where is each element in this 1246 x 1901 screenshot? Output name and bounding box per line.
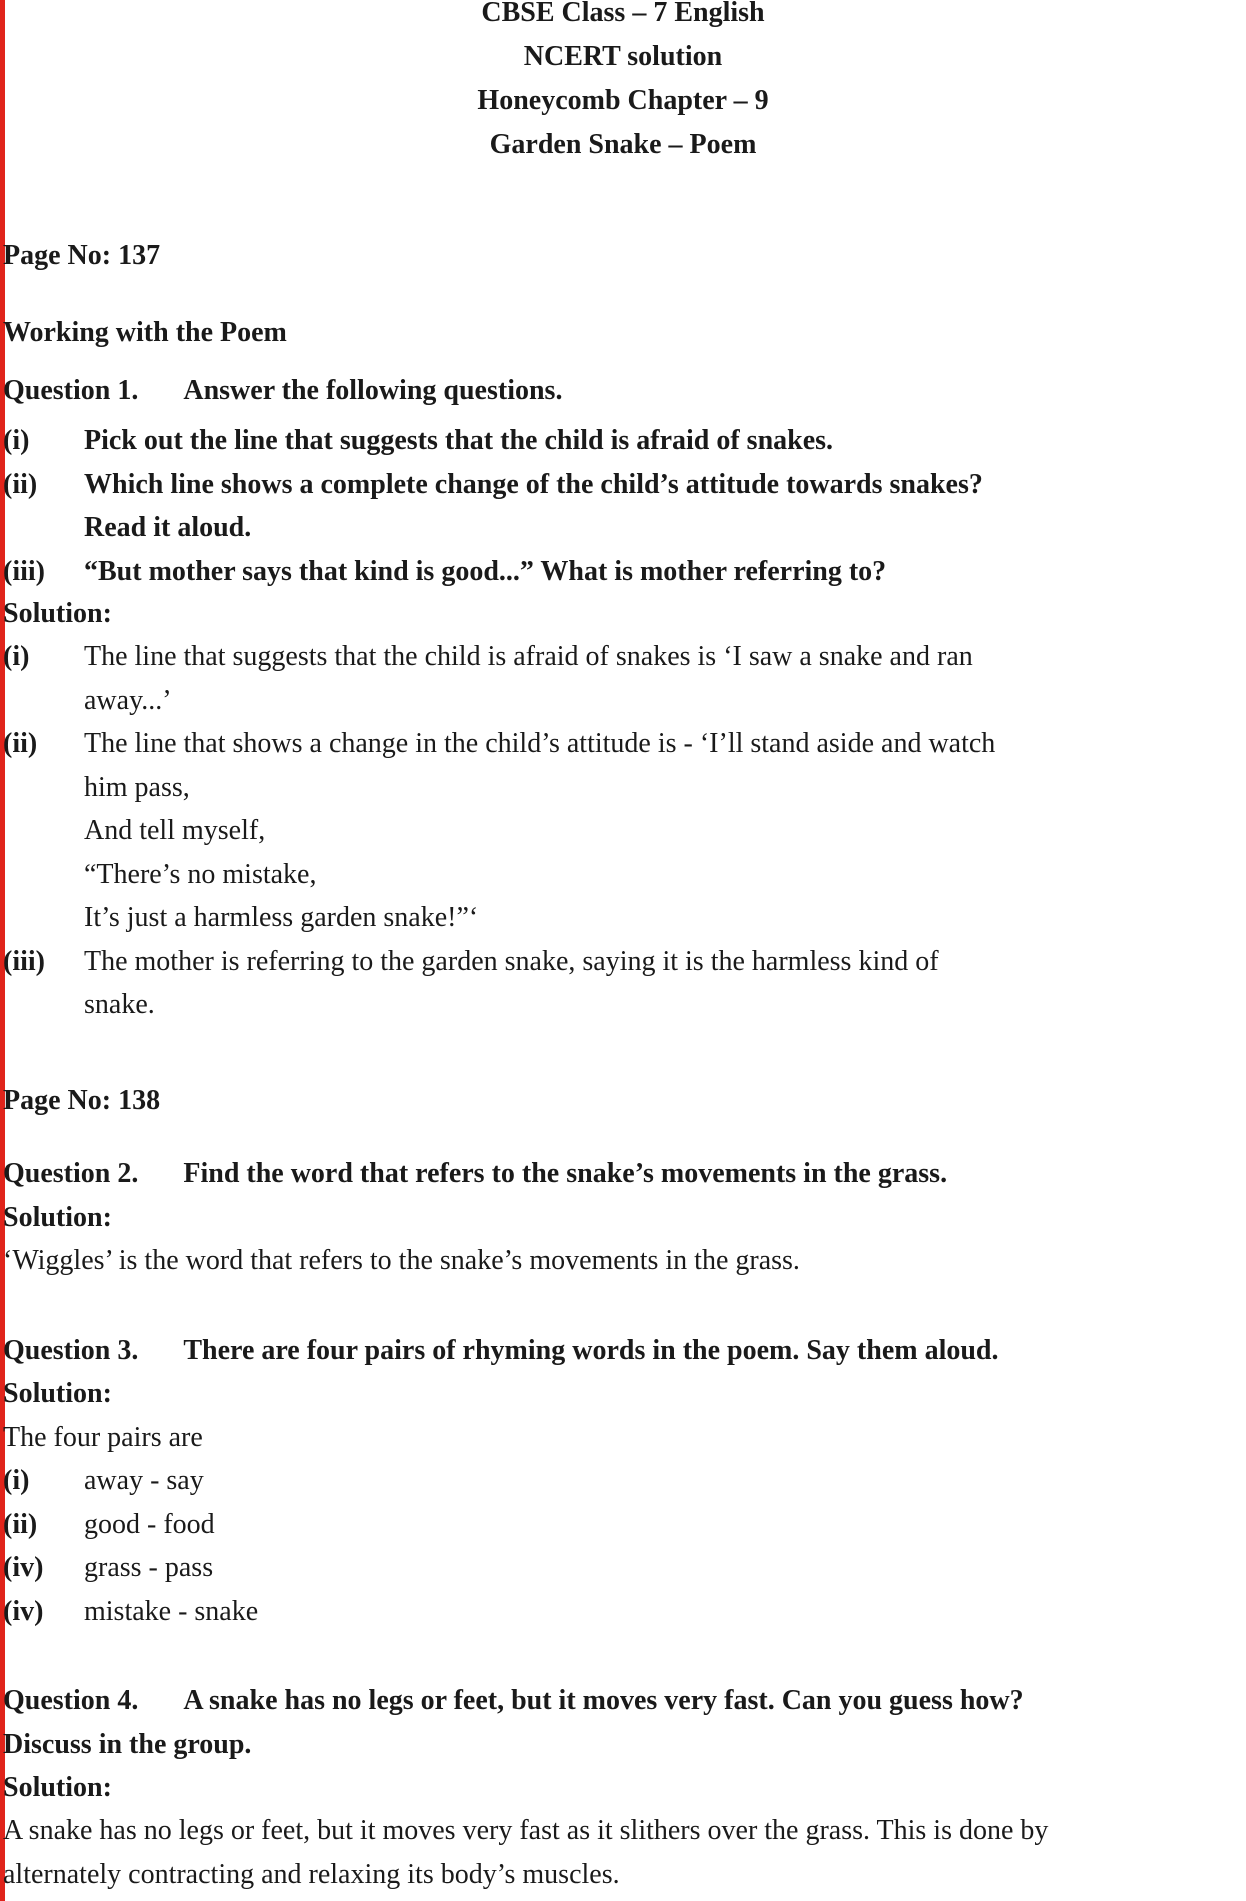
rhyming-pair	[3, 1590, 1246, 1634]
item-label: (i)	[3, 1465, 30, 1496]
rhyming-pair	[3, 1459, 1246, 1503]
header-line-1: CBSE Class – 7 English	[481, 0, 765, 28]
question-2-label: Question 2.	[3, 1158, 139, 1189]
solution-4-text	[0, 1809, 1246, 1896]
item-label: (iii)	[3, 555, 45, 587]
item-text: him pass,	[84, 771, 190, 803]
item-label: (ii)	[3, 1508, 38, 1540]
question-1-item-ii	[3, 463, 1246, 550]
solution-1-item-iii	[3, 940, 1246, 1027]
solution-3-heading: Solution:	[3, 1378, 112, 1409]
question-3-text: There are four pairs of rhyming words in the poem. Say them aloud.	[183, 1335, 999, 1366]
question-3-label: Question 3.	[3, 1335, 139, 1366]
section-title: Working with the Poem	[3, 317, 287, 348]
page-number-138: Page No: 138	[3, 1085, 161, 1116]
item-text: good - food	[84, 1508, 215, 1540]
question-2	[0, 1152, 1246, 1196]
item-text: And tell myself,	[84, 815, 266, 846]
item-text: mistake - snake	[84, 1595, 259, 1627]
question-4-text-continued: Discuss in the group.	[3, 1728, 252, 1760]
question-1-label: Question 1.	[3, 375, 139, 406]
item-text: snake.	[84, 989, 155, 1020]
question-1-item-iii	[3, 550, 1246, 594]
question-1-text: Answer the following questions.	[183, 375, 563, 406]
rhyming-pair	[3, 1503, 1246, 1547]
item-text: grass - pass	[84, 1552, 214, 1583]
solution-1-item-i	[3, 635, 1246, 722]
item-label: (iii)	[3, 945, 45, 977]
item-text: away...’	[84, 684, 172, 716]
question-4-text: A snake has no legs or feet, but it moves very fast. Can you guess how?	[183, 1685, 1024, 1716]
item-label: (i)	[3, 641, 30, 672]
question-4	[0, 1679, 1246, 1766]
solution-4-answer-line: A snake has no legs or feet, but it moves very fast as it slithers over the grass. This is done by	[3, 1815, 1049, 1846]
question-3	[0, 1329, 1246, 1373]
item-label: (iv)	[3, 1595, 44, 1627]
header-line-2: NCERT solution	[523, 41, 723, 72]
item-label: (i)	[3, 425, 30, 456]
item-label: (iv)	[3, 1552, 44, 1583]
question-1	[0, 369, 1246, 413]
solution-2-heading: Solution:	[3, 1202, 112, 1233]
header-line-4: Garden Snake – Poem	[489, 129, 757, 160]
solution-4-heading: Solution:	[3, 1772, 112, 1803]
item-text: Pick out the line that suggests that the child is afraid of snakes.	[84, 425, 834, 456]
rhyming-pair	[3, 1546, 1246, 1590]
item-text: away - say	[84, 1465, 204, 1496]
question-1-items	[0, 419, 1246, 593]
item-text: “There’s no mistake,	[84, 858, 317, 890]
solution-1-heading: Solution:	[3, 598, 112, 629]
item-label: (ii)	[3, 468, 38, 500]
page-header	[0, 0, 1246, 167]
question-2-text: Find the word that refers to the snake’s movements in the grass.	[183, 1158, 948, 1189]
item-label: (ii)	[3, 728, 38, 759]
item-text: Which line shows a complete change of the child’s attitude towards snakes?	[84, 468, 983, 500]
item-text: Read it aloud.	[84, 512, 252, 543]
item-text: “But mother says that kind is good...” What is mother referring to?	[84, 555, 887, 587]
solution-2-text	[0, 1239, 1246, 1283]
solution-1-items	[0, 635, 1246, 1027]
page-number-137: Page No: 137	[3, 240, 161, 271]
item-text: It’s just a harmless garden snake!”‘	[84, 902, 479, 933]
rhyming-pairs-list	[0, 1459, 1246, 1633]
header-line-3: Honeycomb Chapter – 9	[477, 85, 769, 116]
solution-4-answer-line: alternately contracting and relaxing its body’s muscles.	[3, 1858, 620, 1890]
solution-3-intro: The four pairs are	[3, 1422, 203, 1453]
question-1-item-i	[3, 419, 1246, 463]
solution-1-item-ii	[3, 722, 1246, 940]
solution-2-answer: ‘Wiggles’ is the word that refers to the snake’s movements in the grass.	[3, 1245, 800, 1276]
item-text: The line that shows a change in the child’s attitude is - ‘I’ll stand aside and watch	[84, 728, 996, 759]
question-4-label: Question 4.	[3, 1685, 139, 1716]
item-text: The line that suggests that the child is afraid of snakes is ‘I saw a snake and ran	[84, 641, 973, 672]
item-text: The mother is referring to the garden snake, saying it is the harmless kind of	[84, 945, 939, 977]
